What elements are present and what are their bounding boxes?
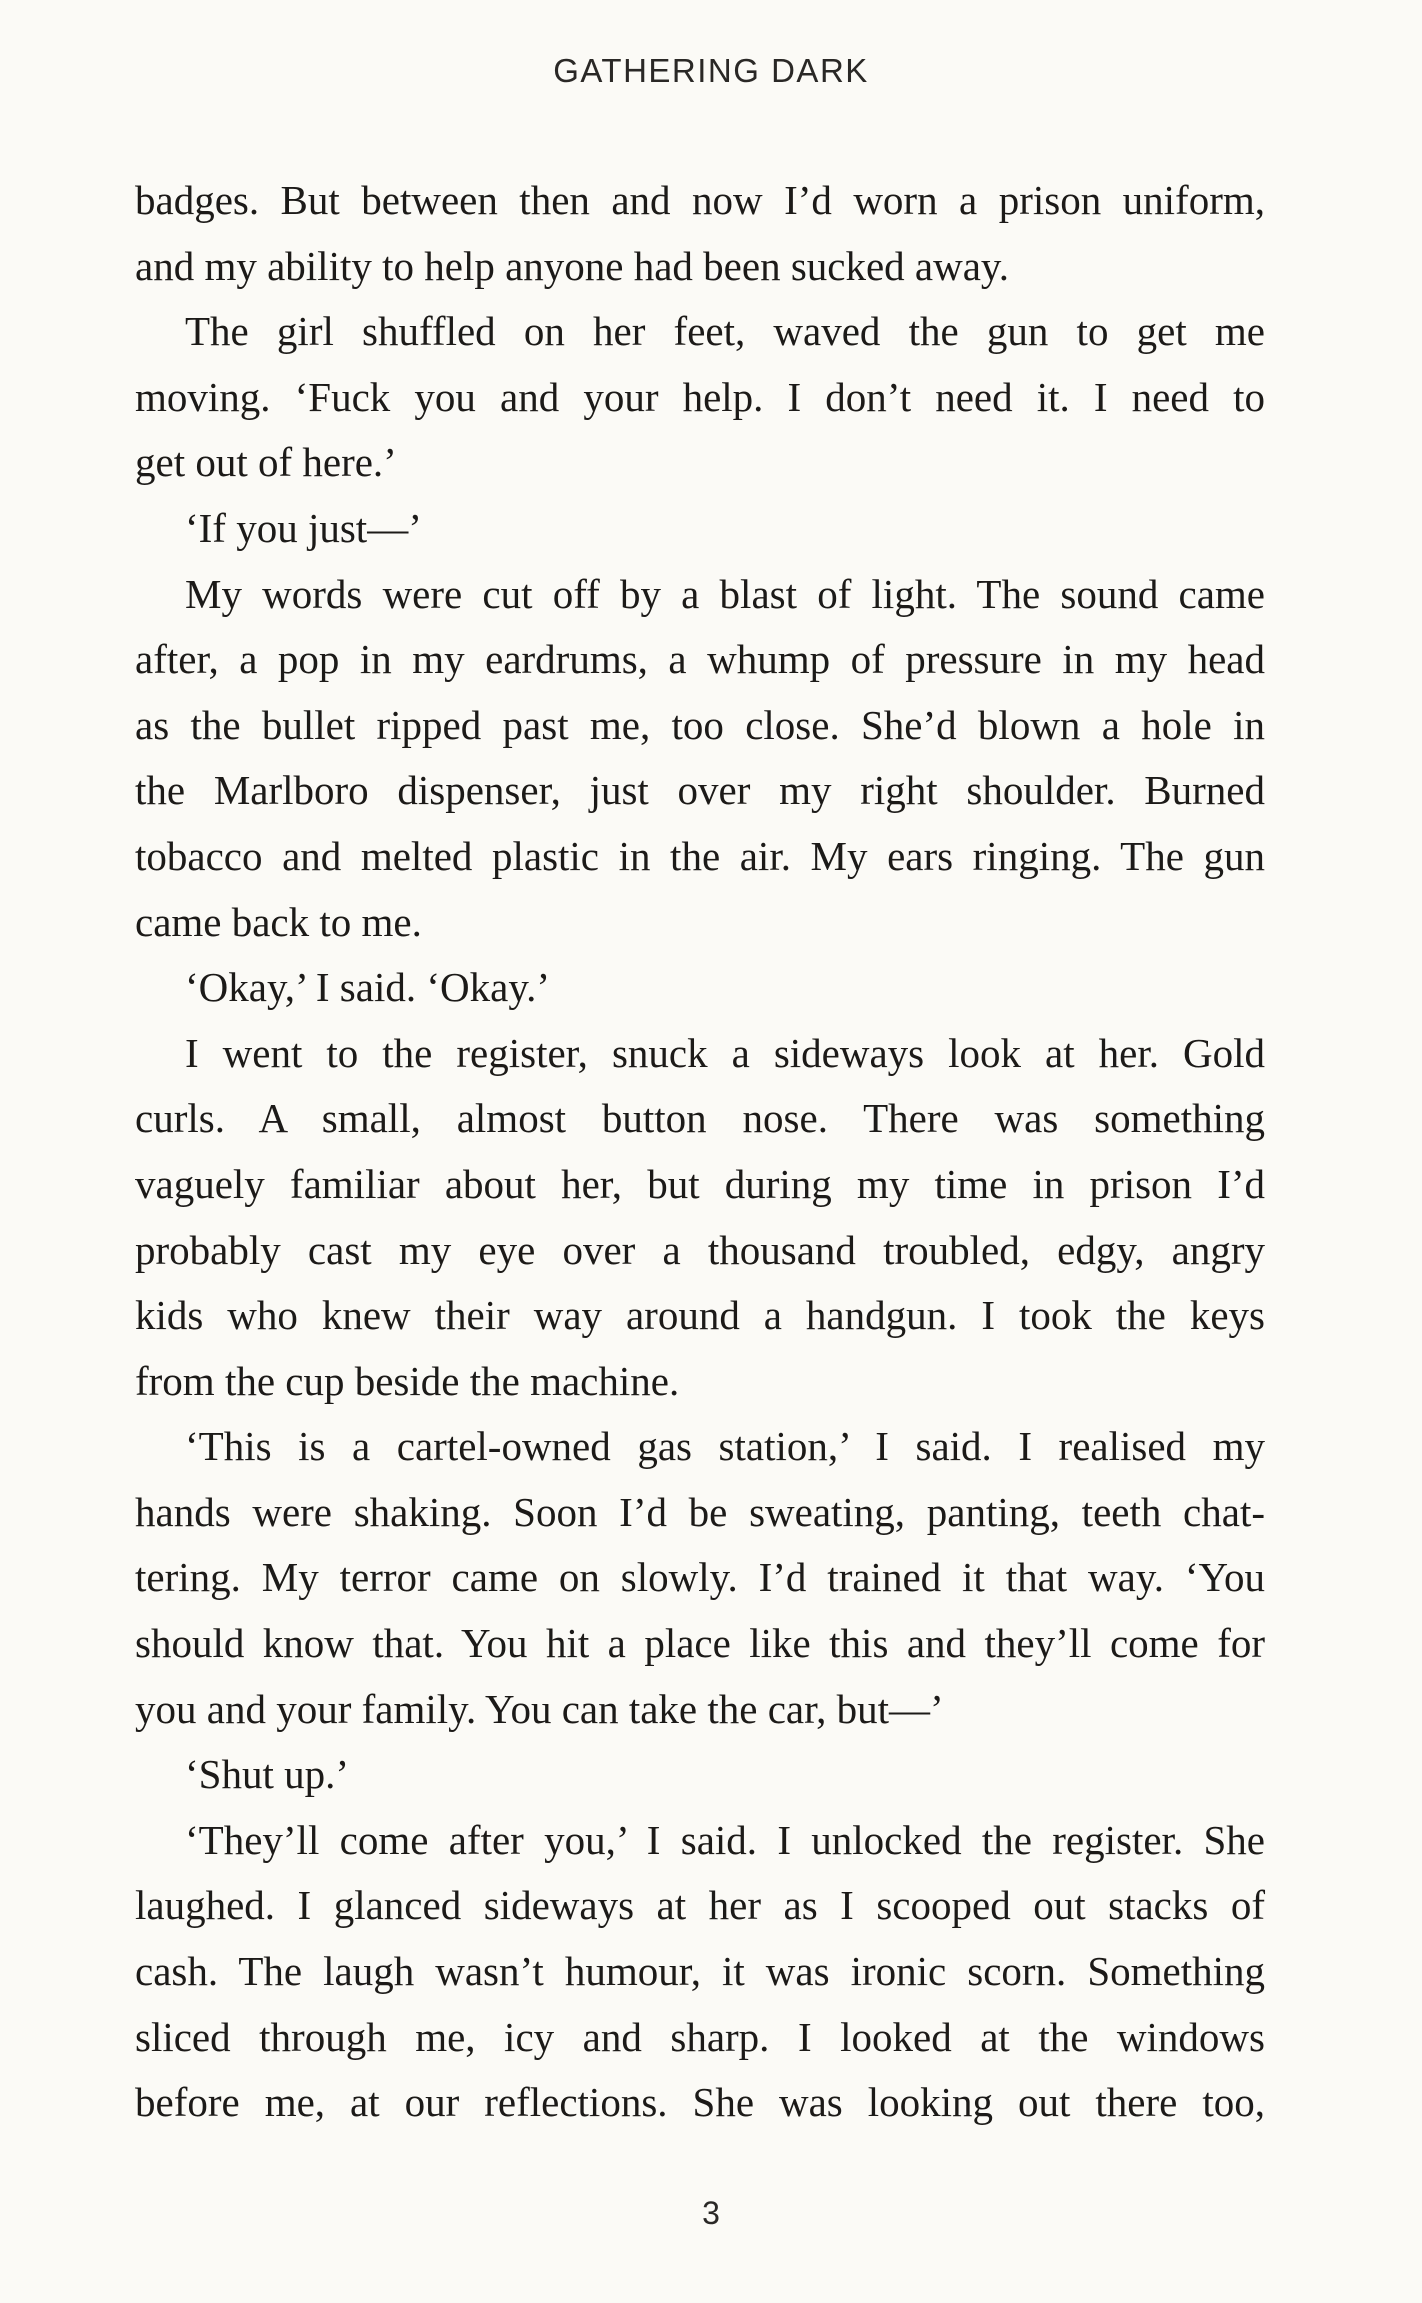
page-number: 3 xyxy=(702,2195,720,2231)
text-line: curls. A small, almost button nose. There was something xyxy=(135,1095,1265,1142)
body-text xyxy=(135,168,1265,2136)
text-line: get out of here.’ xyxy=(135,439,397,486)
text-line: as the bullet ripped past me, too close. She’d blown a hole in xyxy=(135,701,1265,748)
text-line: I went to the register, snuck a sideways look at her. Gold xyxy=(185,1029,1265,1076)
text-line: came back to me. xyxy=(135,898,422,945)
running-head: GATHERING DARK xyxy=(553,52,869,89)
text-line: ‘If you just—’ xyxy=(185,504,422,551)
text-line: tering. My terror came on slowly. I’d trained it that way. ‘You xyxy=(135,1554,1265,1601)
text-line: ‘This is a cartel-owned gas station,’ I said. I realised my xyxy=(185,1423,1265,1470)
text-line: hands were shaking. Soon I’d be sweating, panting, teeth chat- xyxy=(135,1488,1265,1535)
text-line: before me, at our reflections. She was looking out there too, xyxy=(135,2079,1265,2126)
text-line: cash. The laugh wasn’t humour, it was ironic scorn. Something xyxy=(135,1948,1265,1995)
text-line: kids who knew their way around a handgun. I took the keys xyxy=(135,1292,1265,1339)
text-line: you and your family. You can take the car, but—’ xyxy=(135,1685,944,1732)
text-line: tobacco and melted plastic in the air. My ears ringing. The gun xyxy=(135,832,1265,879)
text-line: sliced through me, icy and sharp. I looked at the windows xyxy=(135,2013,1265,2060)
text-line: probably cast my eye over a thousand troubled, edgy, angry xyxy=(135,1226,1265,1273)
text-line: should know that. You hit a place like this and they’ll come for xyxy=(135,1620,1265,1667)
text-line: laughed. I glanced sideways at her as I scooped out stacks of xyxy=(135,1882,1265,1929)
text-line: vaguely familiar about her, but during my time in prison I’d xyxy=(135,1160,1265,1207)
text-line: moving. ‘Fuck you and your help. I don’t need it. I need to xyxy=(135,373,1265,420)
text-line: ‘They’ll come after you,’ I said. I unlocked the register. She xyxy=(185,1816,1265,1863)
text-line: after, a pop in my eardrums, a whump of pressure in my head xyxy=(135,636,1265,683)
text-line: from the cup beside the machine. xyxy=(135,1357,680,1404)
text-line: and my ability to help anyone had been sucked away. xyxy=(135,242,1010,289)
text-line: badges. But between then and now I’d worn a prison uniform, xyxy=(135,177,1265,223)
text-line: the Marlboro dispenser, just over my right shoulder. Burned xyxy=(135,767,1265,814)
text-line: ‘Shut up.’ xyxy=(185,1751,349,1798)
text-line: The girl shuffled on her feet, waved the gun to get me xyxy=(185,308,1265,355)
text-line: ‘Okay,’ I said. ‘Okay.’ xyxy=(185,964,551,1011)
text-line: My words were cut off by a blast of light. The sound came xyxy=(185,570,1265,617)
